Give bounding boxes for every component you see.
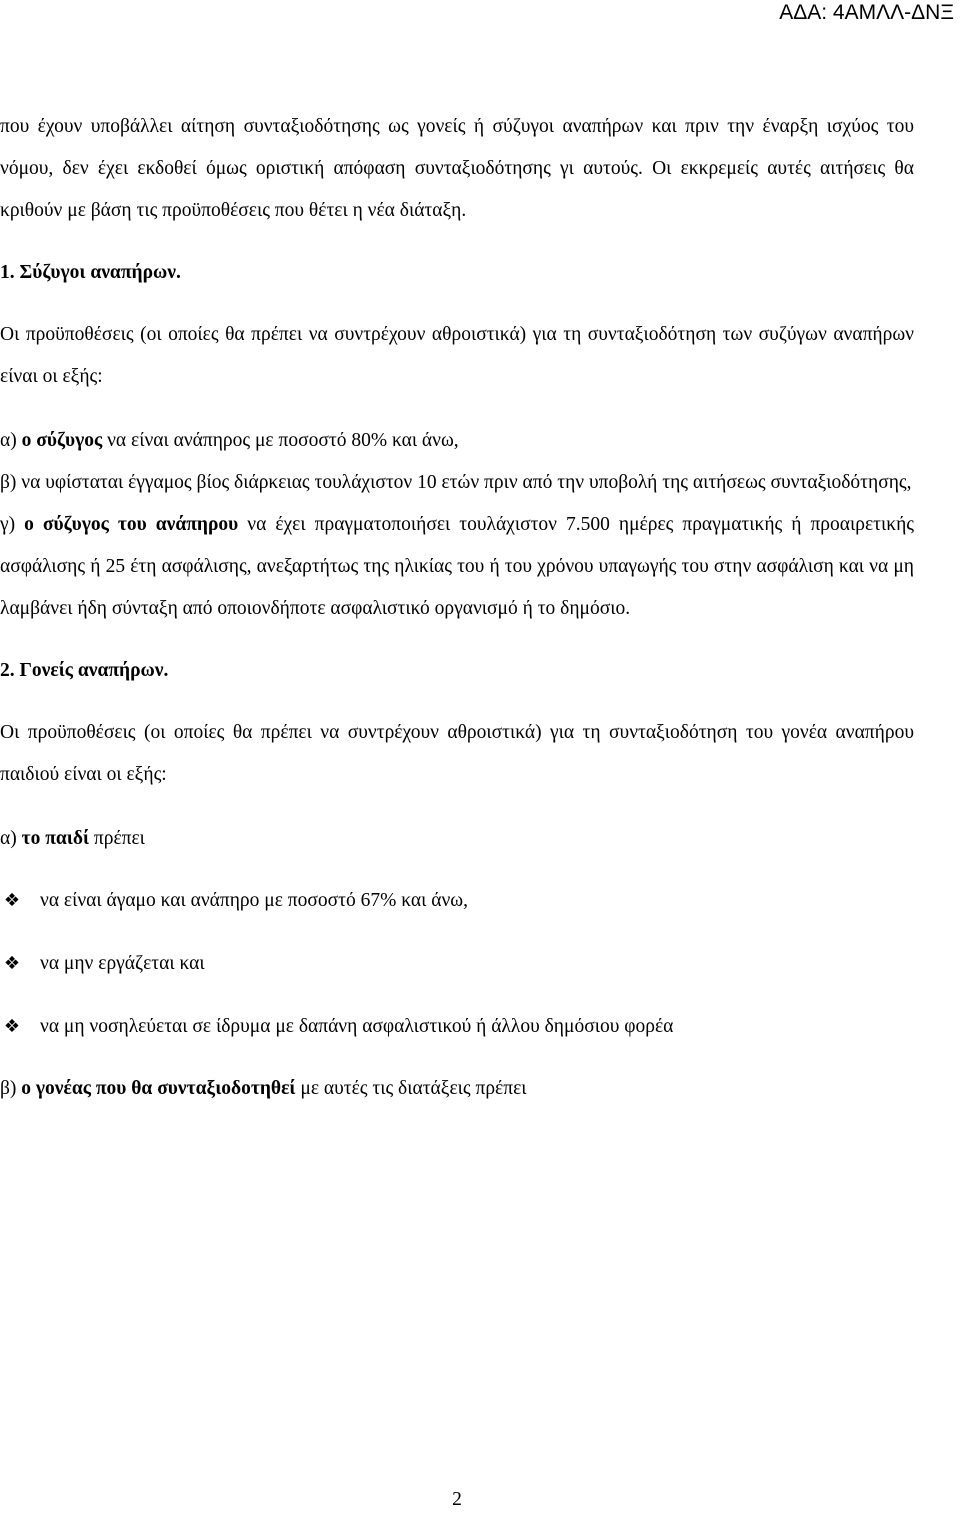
item-b-subject: ο γονέας που θα συνταξιοδοτηθεί xyxy=(21,1078,296,1099)
ada-header: ΑΔΑ: 4ΑΜΛΛ-ΔΝΞ xyxy=(779,1,954,24)
section-1-item-b: β) να υφίσταται έγγαμος βίος διάρκειας τουλάχιστον 10 ετών πριν από την υποβολή της αιτήσεως συνταξιοδότησης, xyxy=(0,472,912,493)
list-item xyxy=(0,943,914,985)
item-a-subject: ο σύζυγος xyxy=(21,430,103,451)
item-a-prefix: α) xyxy=(0,828,22,849)
item-a-prefix: α) xyxy=(0,430,22,451)
child-conditions-list xyxy=(0,880,914,1048)
intro-paragraph: που έχουν υποβάλλει αίτηση συνταξιοδότησης ως γονείς ή σύζυγοι αναπήρων και πριν την έναρξη ισχύος του νόμου, δεν έχει εκδοθεί όμως οριστική απόφαση συνταξιοδότησης γι αυτούς. Οι εκκρεμείς αυτές αιτήσεις θα κριθούν με βάση τις προϋποθέσεις που θέτει η νέα διάταξη. xyxy=(0,116,914,221)
section-2-item-b xyxy=(0,1068,914,1110)
list-item-text: να μην εργάζεται και xyxy=(40,953,205,974)
section-1-intro: Οι προϋποθέσεις (οι οποίες θα πρέπει να συντρέχουν αθροιστικά) για τη συνταξιοδότηση των συζύγων αναπήρων είναι οι εξής: xyxy=(0,324,914,387)
section-1-item-a xyxy=(0,420,914,462)
diamond-bullet-icon: ❖ xyxy=(3,890,21,911)
section-2-item-a xyxy=(0,818,914,860)
section-2-heading: 2. Γονείς αναπήρων. xyxy=(0,660,169,681)
list-item-text: να είναι άγαμο και ανάπηρο με ποσοστό 67% και άνω, xyxy=(40,890,468,911)
item-c-text: να έχει πραγματοποιήσει τουλάχιστον 7.500 ημέρες πραγματικής ή προαιρετικής ασφάλισης ή 25 έτη ασφάλισης, ανεξαρτήτως της ηλικίας του ή του χρόνου υπαγωγής του στην ασφάλιση και να μη λαμβάνει ήδη σύνταξη από οποιονδήποτε ασφαλιστικό οργανισμό ή το δημόσιο. xyxy=(0,514,915,619)
list-item-text: να μη νοσηλεύεται σε ίδρυμα με δαπάνη ασφαλιστικού ή άλλου δημόσιου φορέα xyxy=(40,1016,674,1037)
item-a-text: πρέπει xyxy=(89,828,145,849)
section-1-item-c xyxy=(0,504,914,630)
item-b-text: με αυτές τις διατάξεις πρέπει xyxy=(295,1078,527,1099)
section-2-intro: Οι προϋποθέσεις (οι οποίες θα πρέπει να συντρέχουν αθροιστικά) για τη συνταξιοδότηση του γονέα αναπήρου παιδιού είναι οι εξής: xyxy=(0,722,914,785)
list-item xyxy=(0,880,914,922)
page-number: 2 xyxy=(452,1489,462,1510)
item-c-subject: ο σύζυγος του ανάπηρου xyxy=(24,514,239,535)
item-b-prefix: β) xyxy=(0,1078,22,1099)
item-c-prefix: γ) xyxy=(0,514,25,535)
diamond-bullet-icon: ❖ xyxy=(3,1016,21,1037)
item-a-subject: το παιδί xyxy=(21,828,89,849)
list-item xyxy=(0,1006,914,1048)
section-1-heading: 1. Σύζυγοι αναπήρων. xyxy=(0,262,181,283)
diamond-bullet-icon: ❖ xyxy=(3,953,21,974)
item-a-text: να είναι ανάπηρος με ποσοστό 80% και άνω, xyxy=(102,430,459,451)
document-body xyxy=(0,106,914,1110)
